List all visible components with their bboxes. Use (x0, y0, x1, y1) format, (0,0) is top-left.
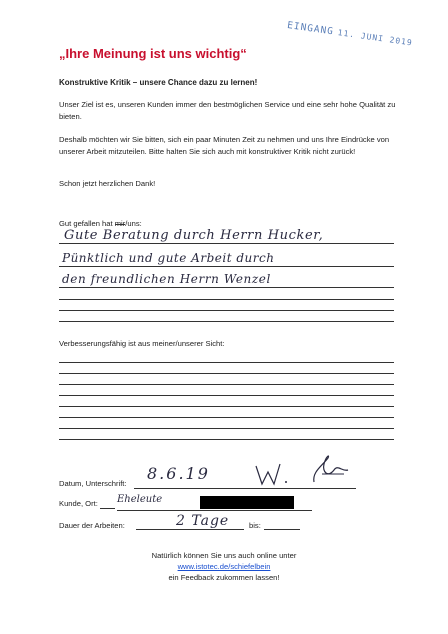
until-label: bis: (249, 521, 261, 530)
form-title: „Ihre Meinung ist uns wichtig“ (59, 46, 247, 61)
good-line-4 (59, 299, 394, 300)
good-label-pre: Gut gefallen hat (59, 219, 115, 228)
handwritten-customer-name: Eheleute (117, 494, 163, 505)
footer-link[interactable]: www.istotec.de/schiefelbein (177, 562, 271, 571)
improvement-line-7 (59, 428, 394, 429)
until-line (264, 529, 300, 530)
thanks-paragraph: Schon jetzt herzlichen Dank! (59, 179, 156, 188)
signature-image (252, 452, 362, 494)
good-line-6 (59, 321, 394, 322)
received-stamp (286, 20, 413, 49)
stamp-date: 11. JUNI 2019 (337, 28, 414, 48)
customer-location-line-start (100, 508, 115, 509)
footer-text-3: ein Feedback zukommen lassen! (168, 573, 280, 582)
stamp-text: EINGANG (286, 20, 335, 38)
handwritten-date: 8.6.19 (147, 464, 210, 483)
improvement-section-label: Verbesserungsfähig ist aus meiner/unserer Sicht: (59, 339, 225, 348)
work-duration-line (136, 529, 244, 530)
improvement-line-4 (59, 395, 394, 396)
handwritten-duration: 2 Tage (176, 513, 230, 529)
date-signature-label: Datum, Unterschrift: (59, 479, 127, 488)
improvement-line-6 (59, 417, 394, 418)
good-line-2 (59, 266, 394, 267)
good-line-3 (59, 287, 394, 288)
improvement-line-3 (59, 384, 394, 385)
good-line-5 (59, 310, 394, 311)
good-line-1 (59, 243, 394, 244)
intro-paragraph: Unser Ziel ist es, unseren Kunden immer den bestmöglichen Service und eine sehr hohe Qualität zu bieten. (59, 100, 396, 121)
customer-location-label: Kunde, Ort: (59, 499, 98, 508)
footer-text-1: Natürlich können Sie uns auch online unter (151, 551, 297, 560)
handwritten-good-line-3: den freundlichen Herrn Wenzel (62, 272, 271, 286)
handwritten-good-line-2: Pünktlich und gute Arbeit durch (62, 251, 275, 265)
improvement-line-8 (59, 439, 394, 440)
improvement-line-1 (59, 362, 394, 363)
improvement-line-5 (59, 406, 394, 407)
improvement-line-2 (59, 373, 394, 374)
good-section-label (59, 219, 142, 228)
request-paragraph: Deshalb möchten wir Sie bitten, sich ein paar Minuten Zeit zu nehmen und uns Ihre Eindrücke von unserer Arbeit mitzuteilen. Bitte halten Sie sich auch mit konstruktiver Kritik nicht zurück! (59, 135, 390, 156)
good-label-struck-word: mir (114, 219, 126, 228)
form-subtitle: Konstruktive Kritik – unsere Chance dazu zu lernen! (59, 78, 258, 87)
work-duration-label: Dauer der Arbeiten: (59, 521, 125, 530)
handwritten-good-line-1: Gute Beratung durch Herrn Hucker, (64, 228, 324, 243)
good-label-post: /uns: (125, 219, 142, 228)
customer-location-line (117, 510, 312, 511)
redaction-bar (200, 496, 294, 509)
